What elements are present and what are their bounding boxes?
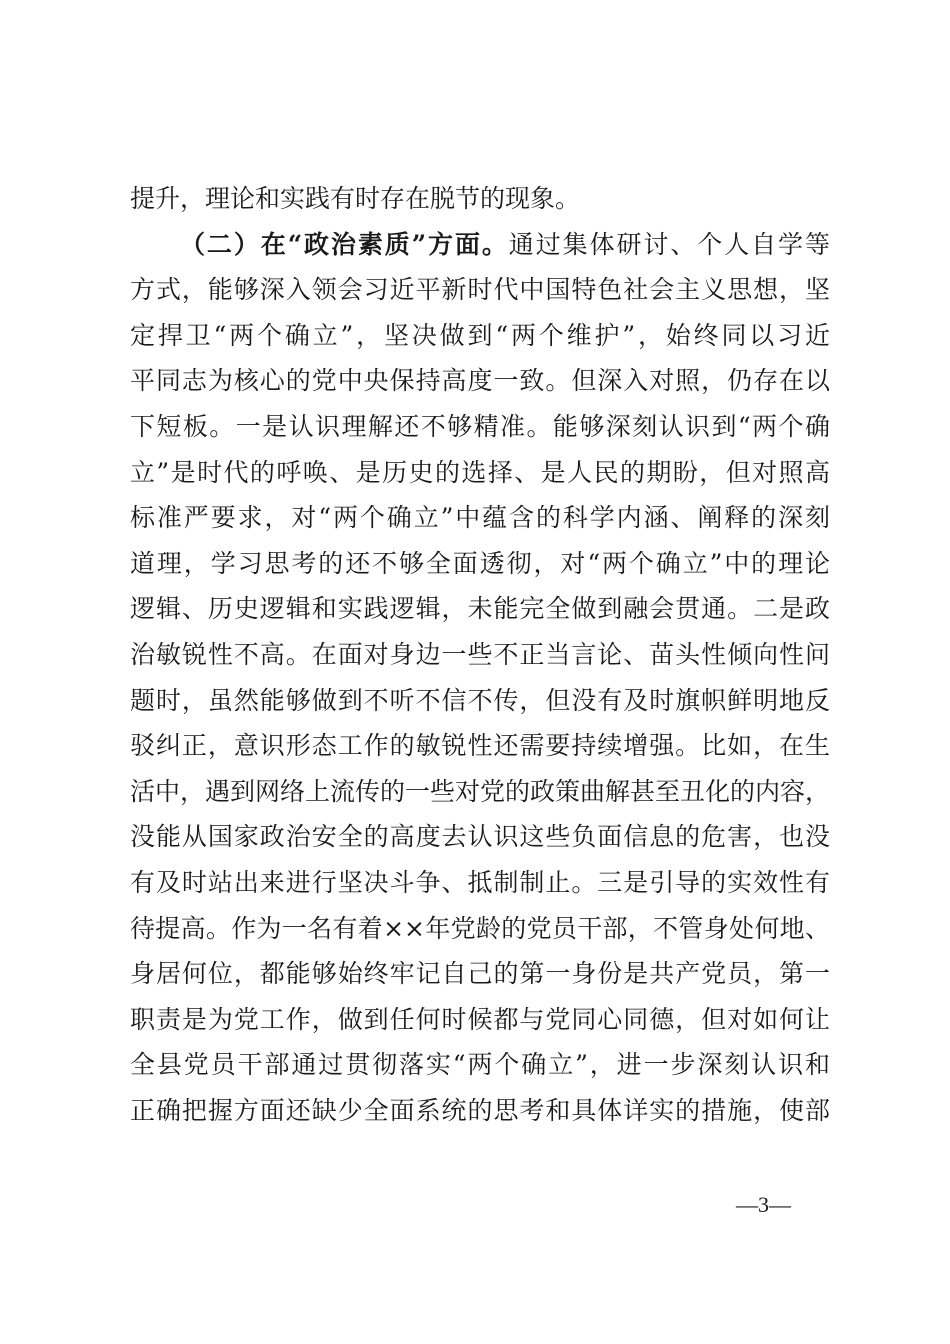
- text-line: 方式，能够深入领会习近平新时代中国特色社会主义思想，坚: [130, 275, 830, 305]
- page-number: —3—: [736, 1192, 791, 1217]
- text-line: 全县党员干部通过贯彻落实“两个确立”，进一步深刻认识和: [130, 1050, 830, 1080]
- text-line: 职责是为党工作，做到任何时候都与党同心同德，但对如何让: [130, 1004, 830, 1034]
- text-line: 定捍卫“两个确立”，坚决做到“两个维护”，始终同以习近: [130, 320, 830, 350]
- text-line: 没能从国家政治安全的高度去认识这些负面信息的危害，也没: [130, 822, 830, 852]
- text-line: 逻辑、历史逻辑和实践逻辑，未能完全做到融会贯通。二是政: [130, 594, 830, 624]
- text-line: 下短板。一是认识理解还不够精准。能够深刻认识到“两个确: [130, 411, 830, 441]
- text-line: 有及时站出来进行坚决斗争、抵制制止。三是引导的实效性有: [130, 867, 830, 897]
- text-line: 标准严要求，对“两个确立”中蕴含的科学内涵、阐释的深刻: [130, 503, 830, 533]
- document-body: [130, 176, 830, 1133]
- text-line: 立”是时代的呼唤、是历史的选择、是人民的期盼，但对照高: [130, 457, 830, 487]
- section-first-line: [130, 222, 830, 268]
- text-line: 道理，学习思考的还不够全面透彻，对“两个确立”中的理论: [130, 548, 830, 578]
- text-line: 驳纠正，意识形态工作的敏锐性还需要持续增强。比如，在生: [130, 731, 830, 761]
- text-line: 治敏锐性不高。在面对身边一些不正当言论、苗头性倾向性问: [130, 639, 830, 669]
- text-line: 提升，理论和实践有时存在脱节的现象。: [130, 184, 581, 213]
- text-line: 正确把握方面还缺少全面系统的思考和具体详实的措施，使部: [130, 1095, 830, 1125]
- text-line: 题时，虽然能够做到不听不信不传，但没有及时旗帜鲜明地反: [130, 685, 830, 715]
- text-line: 待提高。作为一名有着××年党龄的党员干部，不管身处何地、: [130, 913, 830, 943]
- text-line: 身居何位，都能够始终牢记自己的第一身份是共产党员，第一: [130, 959, 830, 989]
- section-first-line-text: 通过集体研讨、个人自学等: [508, 229, 830, 259]
- section-heading: （二）在“政治素质”方面。: [180, 229, 509, 259]
- text-line: 平同志为核心的党中央保持高度一致。但深入对照，仍存在以: [130, 366, 830, 396]
- text-line: 活中，遇到网络上流传的一些对党的政策曲解甚至丑化的内容，: [130, 776, 830, 806]
